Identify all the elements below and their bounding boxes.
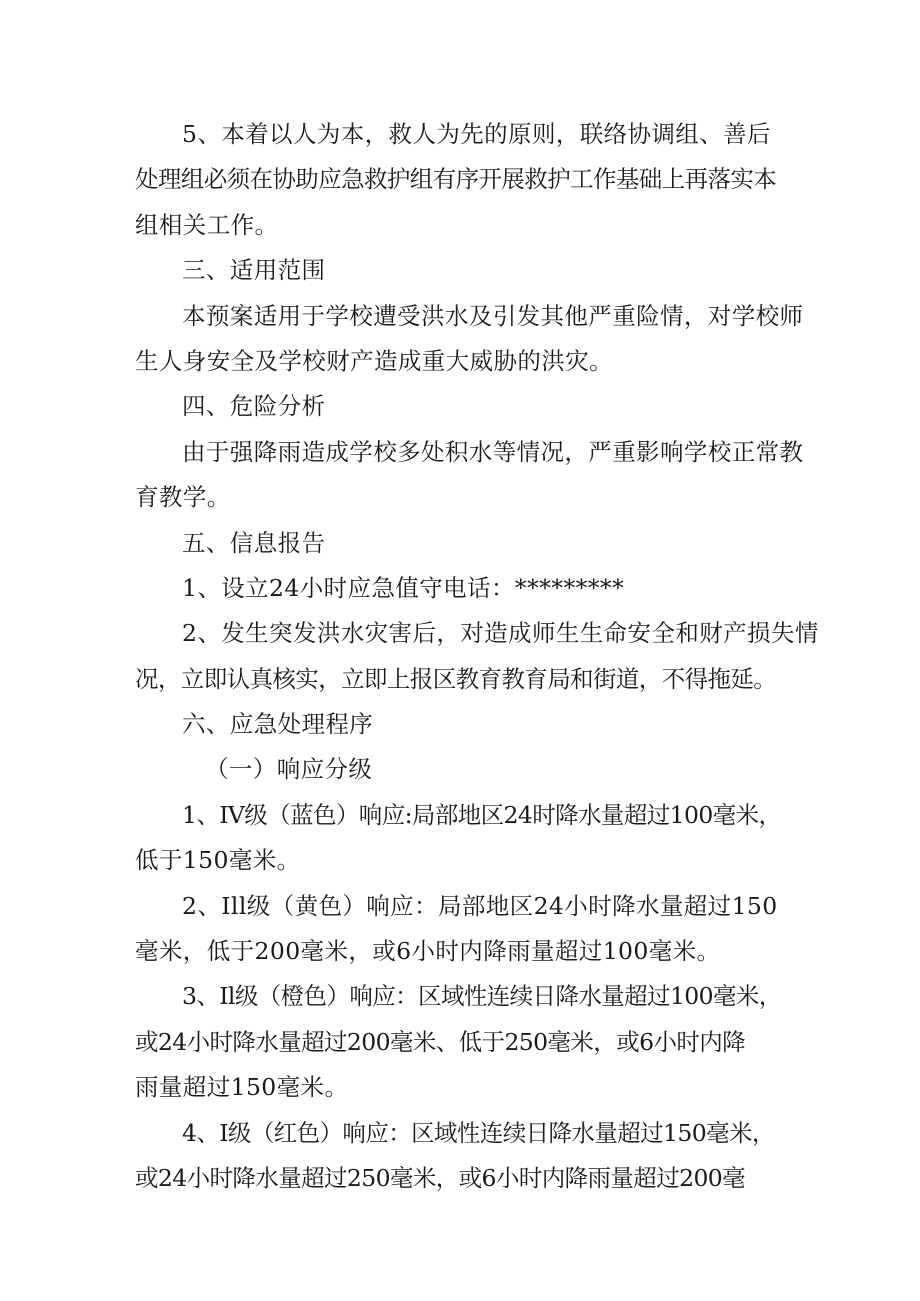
section-heading: 六、应急处理程序: [182, 710, 374, 739]
paragraph-line: 1、设立24小时应急值守电话：*********: [182, 573, 625, 602]
paragraph-line: 4、I级（红色）响应：区域性连续日降水量超过150毫米，: [182, 1118, 775, 1147]
paragraph-line: 3、Il级（橙色）响应：区域性连续日降水量超过100毫米，: [182, 982, 782, 1011]
paragraph-line: 或24小时降水量超过250毫米，或6小时内降雨量超过200毫: [135, 1163, 746, 1192]
paragraph-line: 2、发生突发洪水灾害后，对造成师生生命安全和财产损失情: [182, 619, 819, 648]
paragraph-line: 或24小时降水量超过200毫米、低于250毫米，或6小时内降: [135, 1027, 746, 1056]
paragraph-line: 1、IV级（蓝色）响应:局部地区24时降水量超过100毫米，: [182, 800, 782, 829]
paragraph-line: 5、本着以人为本，救人为先的原则，联络协调组、善后: [182, 120, 771, 148]
document-body: [135, 112, 819, 1201]
section-heading: 四、危险分析: [182, 392, 326, 421]
paragraph-line: 生人身安全及学校财产造成重大威胁的洪灾。: [135, 346, 613, 375]
paragraph-line: 育教学。: [135, 483, 231, 512]
subsection-heading: （一）响应分级: [205, 755, 373, 784]
paragraph-line: 2、Ill级（黄色）响应：局部地区24小时降水量超过150: [182, 891, 778, 920]
section-heading: 三、适用范围: [182, 256, 326, 285]
paragraph-line: 况，立即认真核实，立即上报区教育教育局和街道，不得拖延。: [135, 664, 777, 693]
paragraph-line: 毫米，低于200毫米，或6小时内降雨量超过100毫米。: [135, 937, 721, 966]
paragraph-line: 组相关工作。: [135, 210, 279, 239]
paragraph-line: 雨量超过150毫米。: [135, 1073, 349, 1102]
paragraph-line: 由于强降雨造成学校多处积水等情况，严重影响学校正常教: [182, 437, 804, 466]
paragraph-line: 本预案适用于学校遭受洪水及引发其他严重险情，对学校师: [182, 301, 804, 330]
section-heading: 五、信息报告: [182, 528, 326, 557]
paragraph-line: 处理组必须在协助应急救护组有序开展救护工作基础上再落实本: [135, 165, 777, 194]
paragraph-line: 低于150毫米。: [135, 846, 301, 875]
